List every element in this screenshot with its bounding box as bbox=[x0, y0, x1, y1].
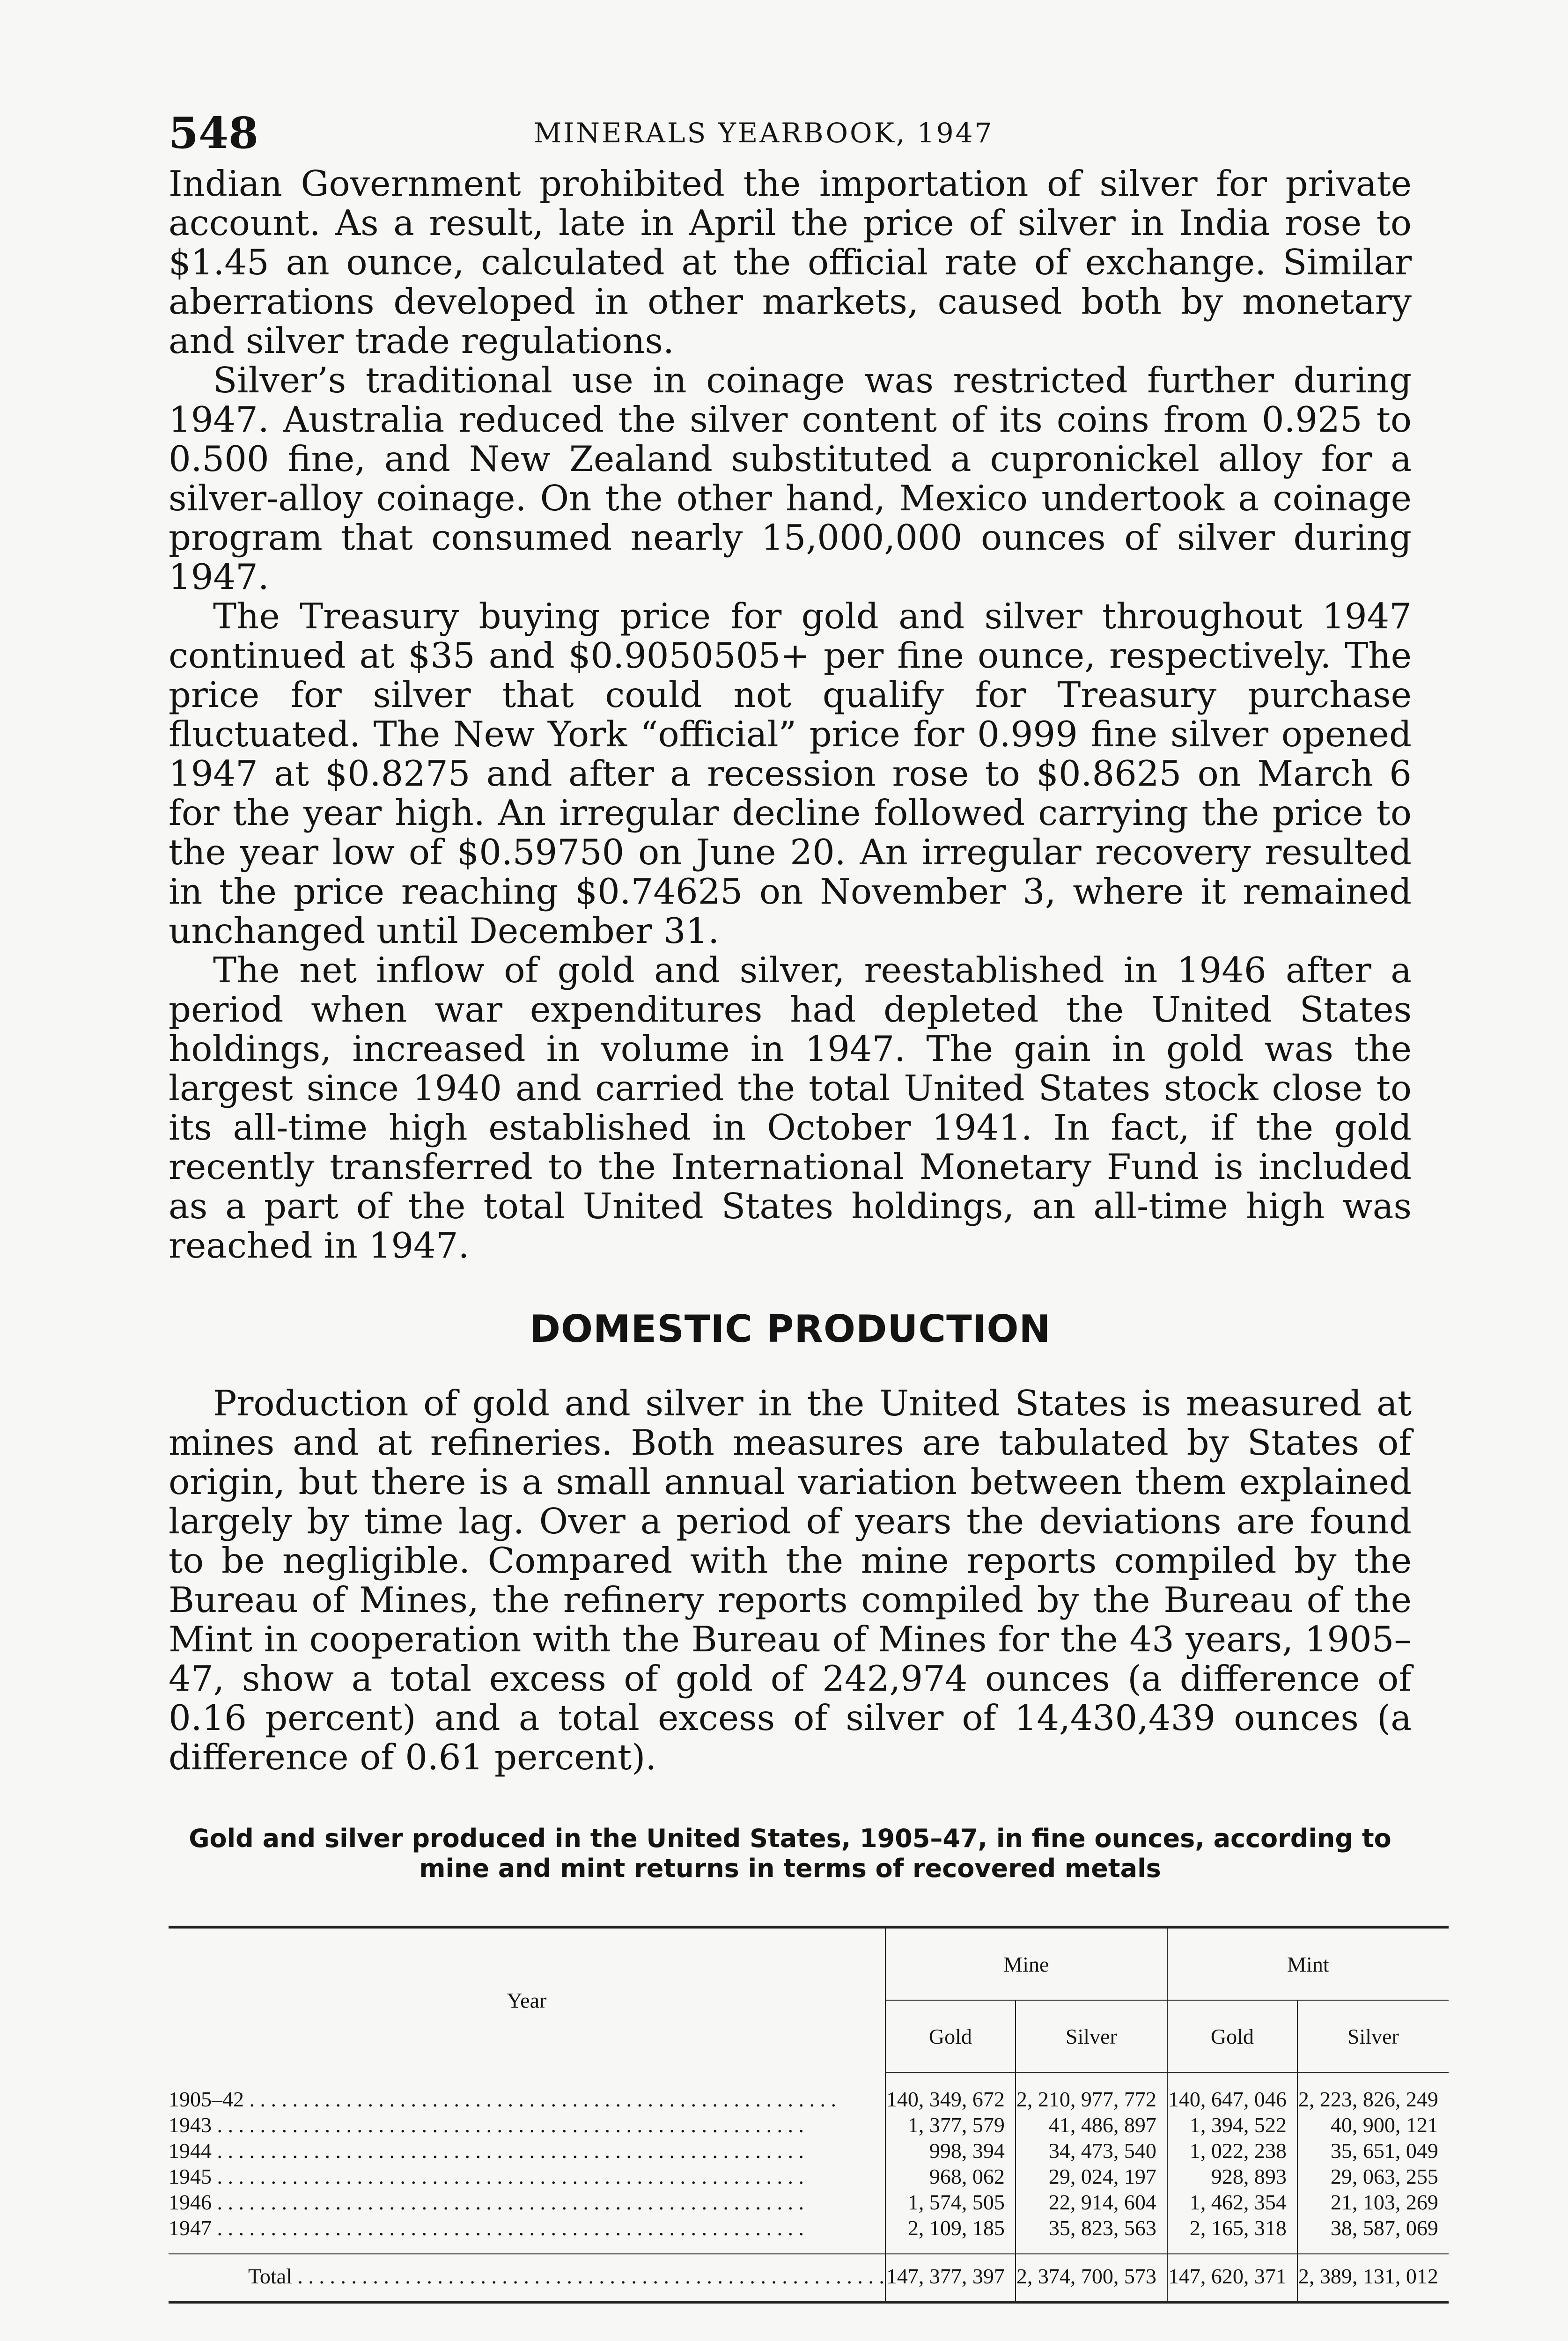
mine-gold-cell: 1, 574, 505 bbox=[885, 2189, 1016, 2215]
total-label: Total bbox=[248, 2264, 292, 2288]
mine-gold-cell: 998, 394 bbox=[885, 2138, 1016, 2164]
total-mine-silver: 2, 374, 700, 573 bbox=[1016, 2254, 1167, 2302]
paragraph: Production of gold and silver in the United States is measured at mines and at refineries. Both measures are tabulated by States of origin, but there is a small annual variation between them explained largely by time lag. Over a period of years the deviations are found to be negligible. Compared with the mine reports compiled by the Bureau of Mines, the refinery reports compiled by the Bureau of the Mint in cooperation with the Bureau of Mines for the 43 years, 1905–47, show a total excess of gold of 242,974 ounces (a difference of 0.16 percent) and a total excess of silver of 14,430,439 ounces (a difference of 0.61 percent). bbox=[169, 1383, 1412, 1778]
paragraph: The Treasury buying price for gold and silver throughout 1947 continued at $35 and $0.9050505+ per fine ounce, respectively. The price for silver that could not qualify for Treasury purchase fluctuated. The New York “official” price for 0.999 fine silver opened 1947 at $0.8275 and after a recession rose to $0.8625 on March 6 for the year high. An irregular decline followed carrying the price to the year low of $0.59750 on June 20. An irregular recovery resulted in the price reaching $0.74625 on November 3, where it remained unchanged until December 31. bbox=[169, 596, 1412, 951]
mint-gold-cell: 928, 893 bbox=[1167, 2164, 1297, 2189]
table-row bbox=[169, 2164, 1449, 2189]
page-number: 548 bbox=[169, 108, 259, 158]
leader-dots bbox=[292, 2264, 884, 2288]
total-mint-gold: 147, 620, 371 bbox=[1167, 2254, 1297, 2302]
table-row bbox=[169, 2189, 1449, 2215]
mine-group-header: Mine bbox=[885, 1927, 1167, 2000]
mint-silver-cell: 35, 651, 049 bbox=[1297, 2138, 1449, 2164]
section-body bbox=[169, 1384, 1412, 1777]
production-table bbox=[169, 1926, 1449, 2304]
mine-silver-cell: 22, 914, 604 bbox=[1016, 2189, 1167, 2215]
leader-dots bbox=[212, 2216, 804, 2240]
leader-dots bbox=[212, 2164, 804, 2188]
mine-silver-cell: 34, 473, 540 bbox=[1016, 2138, 1167, 2164]
mine-gold-cell: 140, 349, 672 bbox=[885, 2072, 1016, 2112]
section-heading: DOMESTIC PRODUCTION bbox=[529, 1307, 1051, 1351]
mint-silver-cell: 29, 063, 255 bbox=[1297, 2164, 1449, 2189]
mine-silver-header: Silver bbox=[1016, 2000, 1167, 2072]
mine-silver-cell: 35, 823, 563 bbox=[1016, 2215, 1167, 2254]
leader-dots bbox=[244, 2087, 836, 2111]
total-mine-gold: 147, 377, 397 bbox=[885, 2254, 1016, 2302]
mint-silver-cell: 21, 103, 269 bbox=[1297, 2189, 1449, 2215]
mine-gold-cell: 968, 062 bbox=[885, 2164, 1016, 2189]
row-year: 1946 bbox=[169, 2190, 212, 2214]
mint-gold-cell: 1, 394, 522 bbox=[1167, 2112, 1297, 2138]
row-year: 1947 bbox=[169, 2216, 212, 2240]
row-year: 1905–42 bbox=[169, 2087, 244, 2111]
mint-gold-cell: 140, 647, 046 bbox=[1167, 2072, 1297, 2112]
mine-gold-cell: 2, 109, 185 bbox=[885, 2215, 1016, 2254]
mint-gold-cell: 1, 462, 354 bbox=[1167, 2189, 1297, 2215]
mint-gold-cell: 2, 165, 318 bbox=[1167, 2215, 1297, 2254]
table-caption: Gold and silver produced in the United States, 1905–47, in fine ounces, according to mine and mint returns in terms of recovered metals bbox=[189, 1824, 1391, 1883]
table-row bbox=[169, 2072, 1449, 2112]
body-text bbox=[169, 164, 1412, 1265]
mine-silver-cell: 29, 024, 197 bbox=[1016, 2164, 1167, 2189]
document-page bbox=[169, 108, 1438, 2304]
mine-silver-cell: 2, 210, 977, 772 bbox=[1016, 2072, 1167, 2112]
mint-silver-cell: 2, 223, 826, 249 bbox=[1297, 2072, 1449, 2112]
paragraph: Silver’s traditional use in coinage was restricted further during 1947. Australia reduced the silver content of its coins from 0.925 to 0.500 fine, and New Zealand substituted a cupronickel alloy for a silver-alloy coinage. On the other hand, Mexico undertook a coinage program that consumed nearly 15,000,000 ounces of silver during 1947. bbox=[169, 360, 1412, 597]
leader-dots bbox=[212, 2139, 804, 2163]
mine-gold-header: Gold bbox=[885, 2000, 1016, 2072]
total-row bbox=[169, 2254, 1449, 2302]
mint-silver-cell: 38, 587, 069 bbox=[1297, 2215, 1449, 2254]
mint-gold-header: Gold bbox=[1167, 2000, 1297, 2072]
mine-silver-cell: 41, 486, 897 bbox=[1016, 2112, 1167, 2138]
paragraph: The net inflow of gold and silver, reestablished in 1946 after a period when war expenditures had depleted the United States holdings, increased in volume in 1947. The gain in gold was the largest since 1940 and carried the total United States stock close to its all-time high established in October 1941. In fact, if the gold recently transferred to the International Monetary Fund is included as a part of the total United States holdings, an all-time high was reached in 1947. bbox=[169, 950, 1412, 1266]
row-year: 1944 bbox=[169, 2139, 212, 2163]
total-mint-silver: 2, 389, 131, 012 bbox=[1297, 2254, 1449, 2302]
year-column-header: Year bbox=[169, 1927, 885, 2072]
mint-group-header: Mint bbox=[1167, 1927, 1449, 2000]
leader-dots bbox=[212, 2190, 804, 2214]
row-year: 1945 bbox=[169, 2164, 212, 2188]
mint-silver-header: Silver bbox=[1297, 2000, 1449, 2072]
page-header bbox=[169, 108, 1412, 164]
table-row bbox=[169, 2138, 1449, 2164]
row-year: 1943 bbox=[169, 2113, 212, 2137]
paragraph: Indian Government prohibited the importation of silver for private account. As a result, late in April the price of silver in India rose to $1.45 an ounce, calculated at the official rate of exchange. Similar aberrations developed in other markets, caused both by monetary and silver trade regulations. bbox=[169, 163, 1412, 361]
mine-gold-cell: 1, 377, 579 bbox=[885, 2112, 1016, 2138]
table-row bbox=[169, 2112, 1449, 2138]
mint-gold-cell: 1, 022, 238 bbox=[1167, 2138, 1297, 2164]
table-row bbox=[169, 2215, 1449, 2254]
running-head: MINERALS YEARBOOK, 1947 bbox=[534, 117, 994, 149]
leader-dots bbox=[212, 2113, 804, 2137]
mint-silver-cell: 40, 900, 121 bbox=[1297, 2112, 1449, 2138]
